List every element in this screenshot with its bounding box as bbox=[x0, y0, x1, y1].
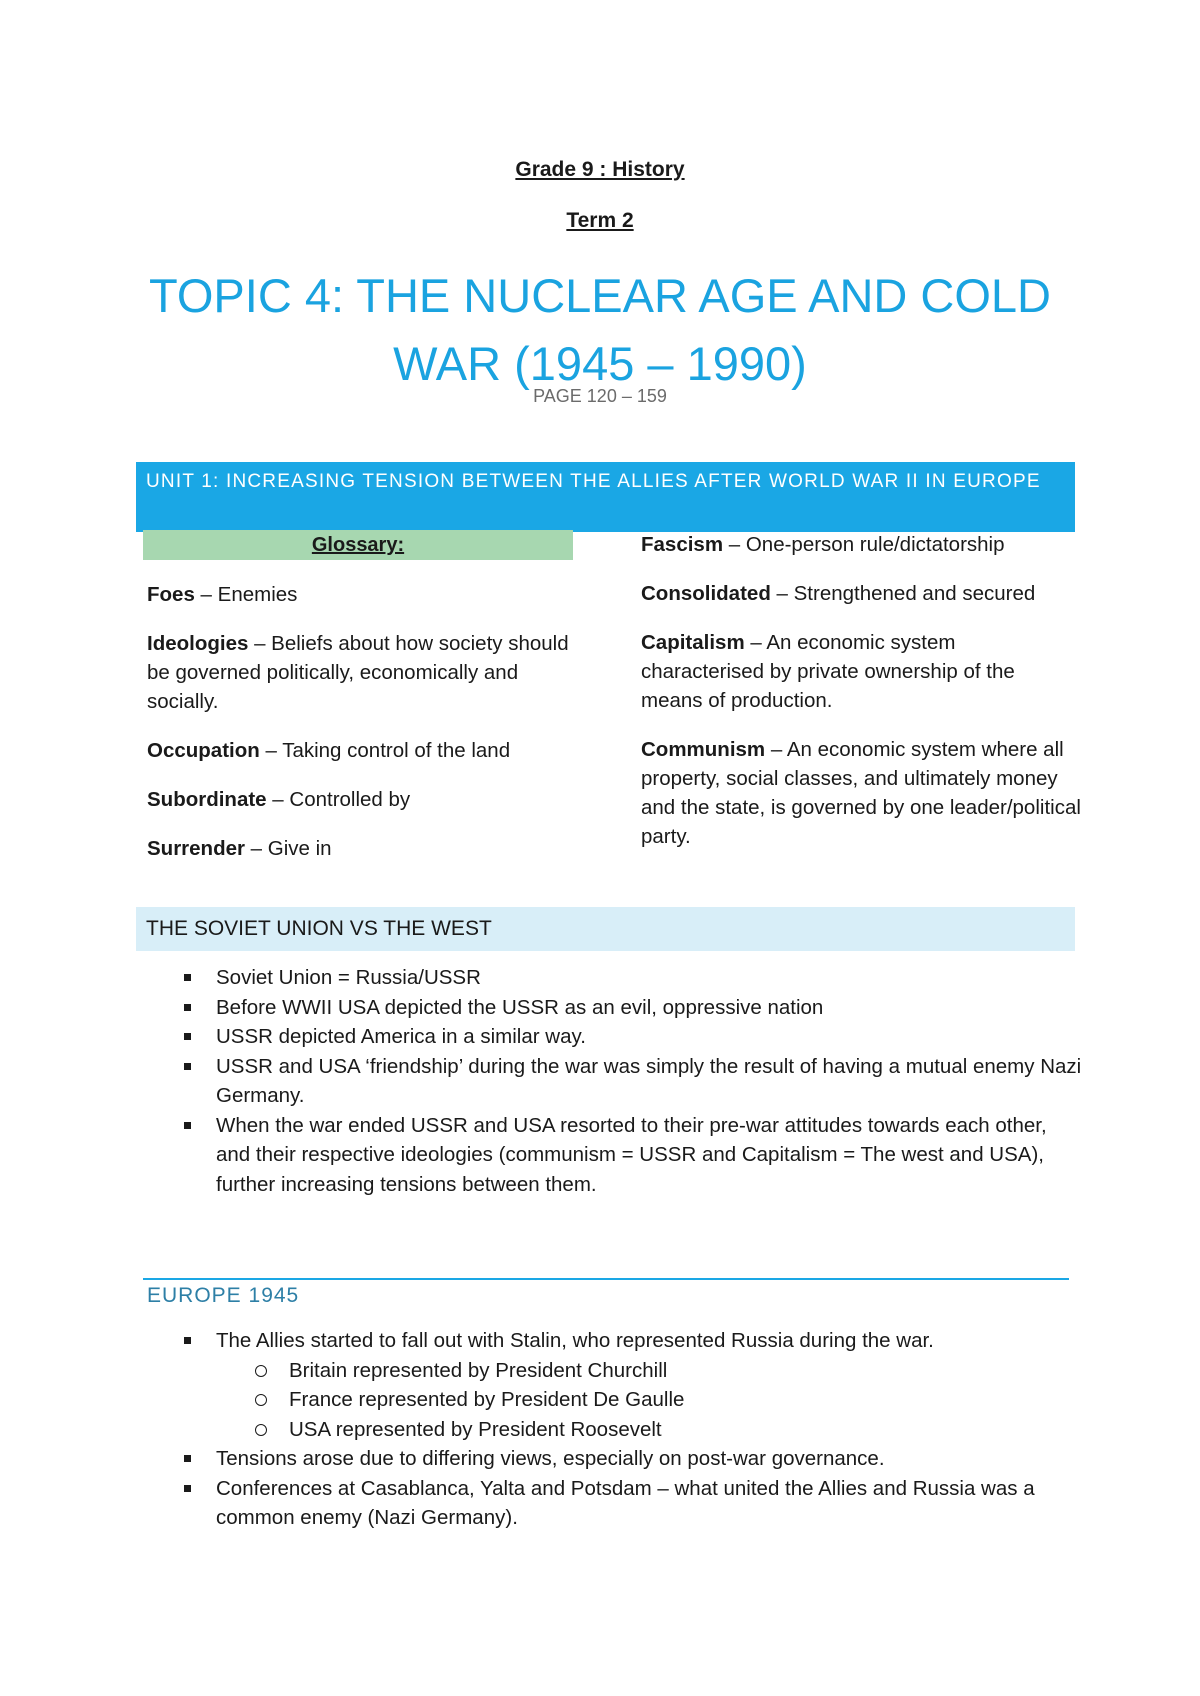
glossary-entry bbox=[147, 629, 577, 716]
list-item: Tensions arose due to differing views, especially on post-war governance. bbox=[143, 1444, 1083, 1474]
glossary-entry bbox=[147, 785, 577, 814]
glossary-definition: – An economic system where all property, social classes, and ultimately money and the state, is governed by one leader/political party. bbox=[641, 738, 1081, 848]
glossary-entry bbox=[641, 628, 1081, 715]
glossary-right-column bbox=[641, 530, 1081, 871]
glossary-term: Capitalism bbox=[641, 631, 745, 654]
list-item: Before WWII USA depicted the USSR as an evil, oppressive nation bbox=[143, 993, 1083, 1023]
sub-list-item: Britain represented by President Churchill bbox=[216, 1356, 1083, 1386]
sub-list-item: France represented by President De Gaulle bbox=[216, 1385, 1083, 1415]
glossary-entry bbox=[641, 735, 1081, 851]
glossary-definition: – Beliefs about how society should be governed politically, economically and socially. bbox=[147, 632, 569, 713]
soviet-section-banner: THE SOVIET UNION VS THE WEST bbox=[136, 907, 1075, 951]
glossary-left-column bbox=[147, 580, 577, 883]
unit-banner: UNIT 1: INCREASING TENSION BETWEEN THE ALLIES AFTER WORLD WAR II IN EUROPE bbox=[136, 462, 1075, 532]
list-item bbox=[143, 1326, 1083, 1444]
glossary-term: Foes bbox=[147, 583, 195, 606]
grade-heading: Grade 9 : History bbox=[515, 158, 685, 181]
glossary-definition: – Taking control of the land bbox=[259, 739, 511, 762]
glossary-entry bbox=[641, 579, 1081, 608]
glossary-definition: – Give in bbox=[244, 837, 332, 860]
list-item: Conferences at Casablanca, Yalta and Potsdam – what united the Allies and Russia was a common enemy (Nazi Germany). bbox=[143, 1474, 1083, 1533]
soviet-bullet-list bbox=[143, 963, 1083, 1199]
glossary-definition: – One-person rule/dictatorship bbox=[723, 533, 1005, 556]
glossary-entry bbox=[147, 580, 577, 609]
glossary-definition: – Strengthened and secured bbox=[770, 582, 1036, 605]
page-range: PAGE 120 – 159 bbox=[533, 386, 667, 406]
list-item: USSR depicted America in a similar way. bbox=[143, 1022, 1083, 1052]
europe-section-title: EUROPE 1945 bbox=[147, 1284, 300, 1307]
topic-title bbox=[0, 262, 1200, 398]
list-item: Soviet Union = Russia/USSR bbox=[143, 963, 1083, 993]
glossary-term: Communism bbox=[641, 738, 766, 761]
topic-title-line-2: WAR (1945 – 1990) bbox=[393, 337, 807, 390]
list-item: USSR and USA ‘friendship’ during the war was simply the result of having a mutual enemy Nazi Germany. bbox=[143, 1052, 1083, 1111]
glossary-term: Occupation bbox=[147, 739, 260, 762]
term-heading: Term 2 bbox=[566, 209, 634, 232]
glossary-entry bbox=[147, 834, 577, 863]
glossary-definition: – Controlled by bbox=[266, 788, 411, 811]
glossary-definition: – Enemies bbox=[194, 583, 298, 606]
glossary-term: Surrender bbox=[147, 837, 245, 860]
sub-list-item: USA represented by President Roosevelt bbox=[216, 1415, 1083, 1445]
section-divider bbox=[143, 1278, 1069, 1280]
topic-title-line-1: TOPIC 4: THE NUCLEAR AGE AND COLD bbox=[149, 269, 1051, 322]
glossary-term: Subordinate bbox=[147, 788, 267, 811]
list-item: When the war ended USSR and USA resorted to their pre-war attitudes towards each other, and their respective ideologies (communism = USSR and Capitalism = The west and USA), further increasing tensions between them. bbox=[143, 1111, 1083, 1200]
glossary-definition: – An economic system characterised by private ownership of the means of production. bbox=[641, 631, 1015, 712]
europe-bullet-list bbox=[143, 1326, 1083, 1533]
sub-bullet-list bbox=[216, 1356, 1083, 1445]
glossary-term: Ideologies bbox=[147, 632, 249, 655]
glossary-term: Fascism bbox=[641, 533, 724, 556]
list-item-text: The Allies started to fall out with Stalin, who represented Russia during the war. bbox=[216, 1329, 934, 1352]
glossary-heading: Glossary: bbox=[143, 530, 573, 560]
glossary-entry bbox=[641, 530, 1081, 559]
glossary-term: Consolidated bbox=[641, 582, 771, 605]
glossary-entry bbox=[147, 736, 577, 765]
